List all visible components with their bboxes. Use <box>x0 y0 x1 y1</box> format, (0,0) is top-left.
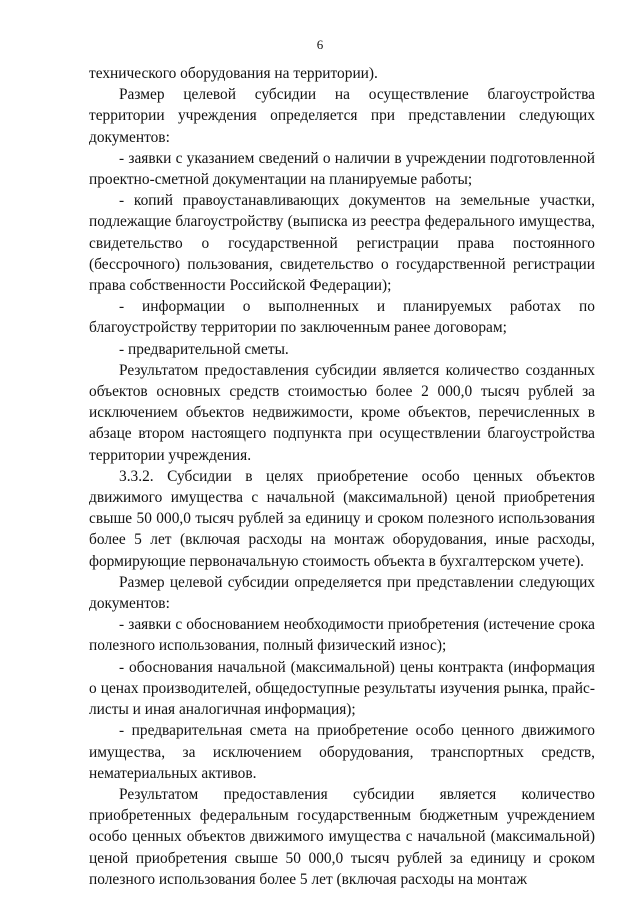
paragraph-subsidy-size-2: Размер целевой субсидии определяется при представлении следующих документов: <box>89 573 595 613</box>
list-item-estimate: - предварительной сметы. <box>119 340 289 358</box>
list-item-works-info: - информации о выполненных и планируемых работах по благоустройству территории по заключенным ранее договорам; <box>89 298 595 337</box>
document-body <box>89 63 595 890</box>
list-item-price-justification: - обоснования начальной (максимальной) цены контракта (информация о ценах производителей, общедоступные результаты изучения рынка, прайс-листы и иная аналогичная информация); <box>89 658 595 719</box>
paragraph-result-2: Результатом предоставления субсидии является количество приобретенных федеральным государственным бюджетным учреждением особо ценных объектов движимого имущества с начальной (максимальной) ценой приобретения свыше 50 000,0 тысяч рублей за единицу и сроком полезного использования более 5 лет (включая расходы на монтаж <box>89 785 595 888</box>
page-number: 6 <box>316 37 324 52</box>
list-item-preliminary-estimate: - предварительная смета на приобретение особо ценного движимого имущества, за исключением оборудования, транспортных средств, нематериальных активов. <box>89 722 595 782</box>
paragraph-continuation: технического оборудования на территории). <box>89 65 378 82</box>
paragraph-subsidy-size: Размер целевой субсидии на осуществление благоустройства территории учреждения определяется при представлении следующих документов: <box>89 86 595 146</box>
list-item-application: - заявки с указанием сведений о наличии в учреждении подготовленной проектно-сметной документации на планируемые работы; <box>89 149 595 189</box>
list-item-justification: - заявки с обоснованием необходимости приобретения (истечение срока полезного использования, полный физический износ); <box>89 616 595 655</box>
list-item-title-documents: - копий правоустанавливающих документов на земельные участки, подлежащие благоустройству (выписка из реестра федерального имущества, свидетельство о государственной регистрации права постоянного (бессрочного) пользования, свидетельство о государственной регистрации права собственности Российской Федерации); <box>89 192 595 295</box>
paragraph-result: Результатом предоставления субсидии является количество созданных объектов основных средств стоимостью более 2 000,0 тысяч рублей за исключением объектов недвижимости, кроме объектов, перечисленных в абзаце втором настоящего подпункта при осуществлении благоустройства территории учреждения. <box>89 361 595 464</box>
paragraph-section-3-3-2: 3.3.2. Субсидии в целях приобретение особо ценных объектов движимого имущества с начальной (максимальной) ценой приобретения свыше 50 000,0 тысяч рублей за единицу и сроком полезного использования более 5 лет (включая расходы на монтаж оборудования, иные расходы, формирующие первоначальную стоимость объекта в бухгалтерском учете). <box>89 467 595 570</box>
